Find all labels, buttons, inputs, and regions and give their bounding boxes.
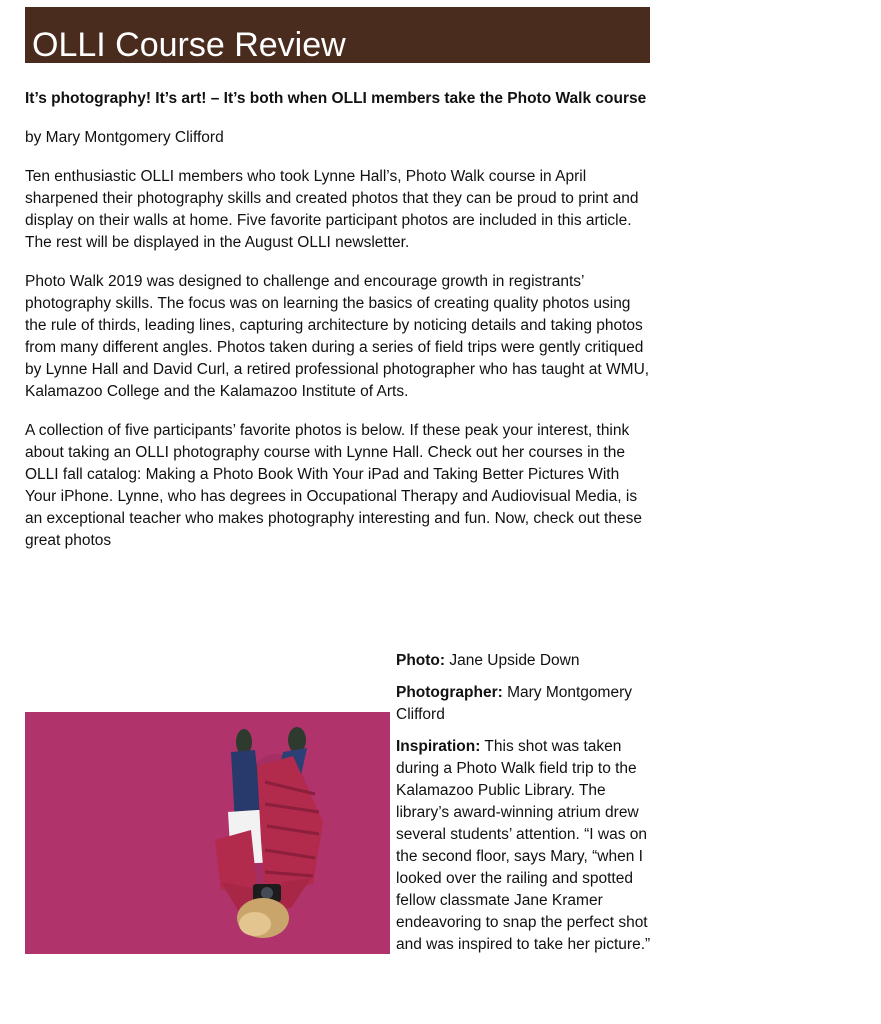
article-headline: It’s photography! It’s art! – It’s both when OLLI members take the Photo Walk course (25, 90, 647, 107)
photographer-name: Mary Montgomery Clifford (396, 684, 632, 723)
photo-caption (396, 650, 654, 966)
photographer-label: Photographer: (396, 684, 503, 701)
featured-photo (25, 712, 390, 954)
caption-photo-line (396, 650, 654, 672)
photo-title: Jane Upside Down (449, 652, 580, 669)
article-paragraph-3: A collection of five participants’ favorite photos is below. If these peak your interest, think about taking an OLLI photography course with Lynne Hall. Check out her courses in the OLLI fall catalog: Making a Photo Book With Your iPad and Taking Better Pictures With Your iPhone. Lynne, who has degrees in Occupational Therapy and Audiovisual Media, is an exceptional teacher who makes photography interesting and fun. Now, check out these great photos (25, 422, 642, 549)
inspiration-label: Inspiration: (396, 738, 481, 755)
title-banner (25, 7, 650, 63)
article-paragraph-2: Photo Walk 2019 was designed to challenge and encourage growth in registrants’ photography skills. The focus was on learning the basics of creating quality photos using the rule of thirds, leading lines, capturing architecture by noticing details and taking photos from many different angles. Photos taken during a series of field trips were gently critiqued by Lynne Hall and David Curl, a retired professional photographer who has taught at WMU, Kalamazoo College and the Kalamazoo Institute of Arts. (25, 273, 650, 400)
photo-label: Photo: (396, 652, 446, 669)
article-body (25, 88, 650, 569)
photographer-upside-down-illustration (25, 712, 390, 954)
article-byline: by Mary Montgomery Clifford (25, 129, 224, 146)
caption-inspiration-line (396, 736, 654, 956)
article-paragraph-1: Ten enthusiastic OLLI members who took Lynne Hall’s, Photo Walk course in April sharpened their photography skills and created photos that they can be proud to print and display on their walls at home. Five favorite participant photos are included in this article. The rest will be displayed in the August OLLI newsletter. (25, 168, 639, 251)
caption-photographer-line (396, 682, 654, 726)
inspiration-text: This shot was taken during a Photo Walk field trip to the Kalamazoo Public Library. The library’s award-winning atrium drew several students’ attention. “I was on the second floor, says Mary, “when I looked over the railing and spotted fellow classmate Jane Kramer endeavoring to snap the perfect shot and was inspired to take her picture.” (396, 738, 651, 953)
banner-title: OLLI Course Review (32, 26, 346, 64)
